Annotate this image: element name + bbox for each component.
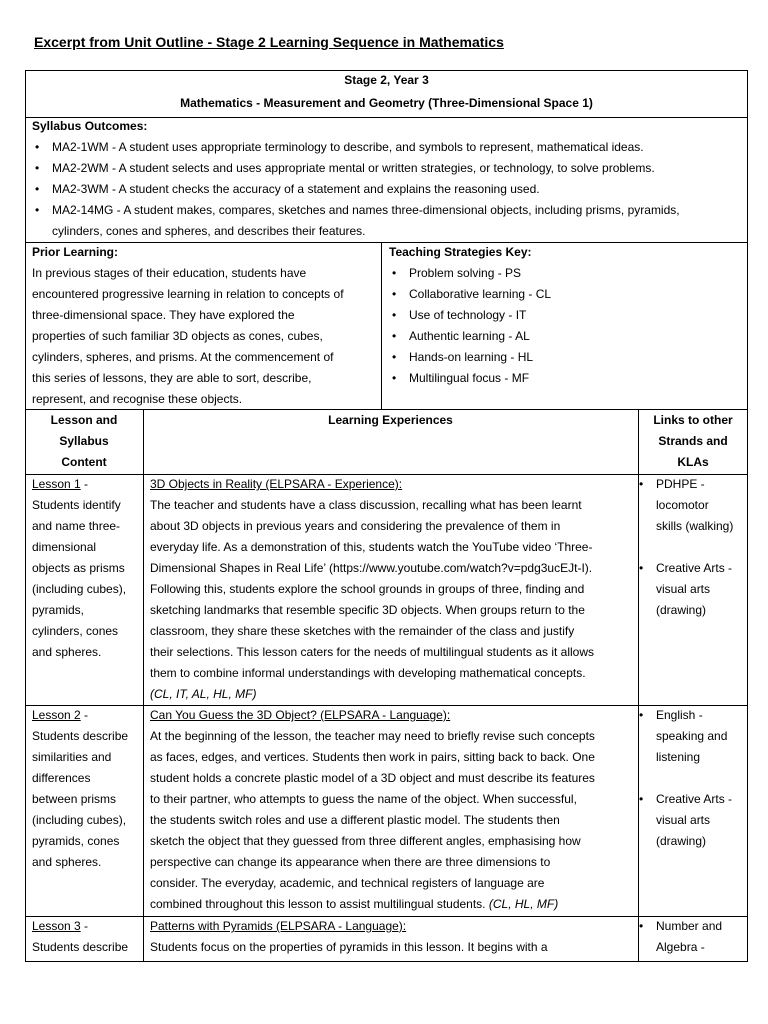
column-header-lesson: Content (61, 455, 107, 469)
link-item-line: (drawing) (656, 603, 707, 617)
lesson-label-text: Lesson 2 (32, 708, 81, 722)
strategies-heading: Teaching Strategies Key: (389, 245, 532, 259)
lesson-content-line: and name three- (32, 519, 121, 533)
link-item-line: Algebra - (656, 940, 705, 954)
lesson-content-line: pyramids, (32, 603, 85, 617)
lesson-content-line: objects as prisms (32, 561, 125, 575)
lesson-content-line: between prisms (32, 792, 117, 806)
experience-line: Following this, students explore the school grounds in groups of three, finding and (150, 582, 585, 596)
lesson-label-suffix: - (80, 708, 89, 722)
prior-learning-heading: Prior Learning: (32, 245, 119, 259)
strategy-item: • Use of technology - IT (409, 305, 526, 326)
link-item: • PDHPE - (656, 474, 705, 495)
column-header-links: Links to other (653, 413, 733, 427)
experience-line: At the beginning of the lesson, the teacher may need to briefly revise such concepts (150, 729, 595, 743)
experience-line: as faces, edges, and vertices. Students then work in pairs, sitting back to back. One (150, 750, 595, 764)
experience-line: to their partner, who attempts to guess the name of the object. When successful, (150, 792, 577, 806)
prior-learning-line: three-dimensional space. They have explored the (32, 308, 295, 322)
column-header-links: KLAs (677, 455, 709, 469)
lesson-label (32, 916, 88, 937)
divider (143, 409, 144, 962)
lesson-content-line: similarities and (32, 750, 112, 764)
divider (381, 242, 382, 409)
link-item-line: visual arts (656, 582, 711, 596)
outcome-item: • MA2-1WM - A student uses appropriate terminology to describe, and symbols to represent, mathematical ideas. (52, 137, 644, 158)
lesson-content-line: Students describe (32, 729, 129, 743)
experience-line: sketch the object that they guessed from three different angles, emphasising how (150, 834, 581, 848)
page-title: Excerpt from Unit Outline - Stage 2 Learning Sequence in Mathematics (34, 34, 504, 50)
lesson-content-line: and spheres. (32, 645, 102, 659)
link-item-line: (drawing) (656, 834, 707, 848)
lesson-content-line: differences (32, 771, 91, 785)
experience-line: student holds a concrete plastic model of a 3D object and must describe its features (150, 771, 595, 785)
experience-line: their selections. This lesson caters for the needs of multilingual students as it allows (150, 645, 594, 659)
experience-line: about 3D objects in previous years and considering the prevalence of them in (150, 519, 561, 533)
experience-heading: 3D Objects in Reality (ELPSARA - Experience): (150, 477, 403, 491)
link-item-line: locomotor (656, 498, 709, 512)
experience-line: Students focus on the properties of pyramids in this lesson. It begins with a (150, 940, 548, 954)
lesson-label-suffix: - (80, 477, 89, 491)
subject-heading: Mathematics - Measurement and Geometry (Three-Dimensional Space 1) (180, 96, 593, 110)
link-item: • Creative Arts - (656, 558, 732, 579)
experience-line: Dimensional Shapes in Real Life’ (https://www.youtube.com/watch?v=pdg3ucEJt-I). (150, 561, 593, 575)
lesson-content-line: dimensional (32, 540, 97, 554)
strategy-codes: (CL, HL, MF) (488, 897, 559, 911)
lesson-label-suffix: - (80, 919, 89, 933)
experience-line: everyday life. As a demonstration of this, students watch the YouTube video ‘Three- (150, 540, 593, 554)
experience-heading: Can You Guess the 3D Object? (ELPSARA - Language): (150, 708, 451, 722)
outcome-item-continued: cylinders, cones and spheres, and describes their features. (52, 224, 366, 238)
lesson-label-text: Lesson 3 (32, 919, 81, 933)
lesson-content-line: and spheres. (32, 855, 102, 869)
link-item: • Number and (656, 916, 722, 937)
experience-line (150, 894, 558, 915)
column-header-links: Strands and (658, 434, 728, 448)
experience-heading: Patterns with Pyramids (ELPSARA - Language): (150, 919, 407, 933)
link-item: • English - (656, 705, 703, 726)
stage-heading: Stage 2, Year 3 (344, 73, 429, 87)
outcomes-heading: Syllabus Outcomes: (32, 119, 148, 133)
link-item-line: skills (walking) (656, 519, 734, 533)
outcome-item: • MA2-14MG - A student makes, compares, sketches and names three-dimensional objects, including prisms, pyramids, (52, 200, 680, 221)
column-header-experiences: Learning Experiences (328, 413, 453, 427)
experience-line: consider. The everyday, academic, and technical registers of language are (150, 876, 545, 890)
link-item-line: listening (656, 750, 701, 764)
lesson-content-line: cylinders, cones (32, 624, 119, 638)
outcome-item: • MA2-2WM - A student selects and uses appropriate mental or written strategies, or technology, to solve problems. (52, 158, 655, 179)
experience-line: classroom, they share these sketches with the remainder of the class and justify (150, 624, 575, 638)
lesson-label (32, 474, 88, 495)
lesson-content-line: (including cubes), (32, 813, 127, 827)
strategy-item: • Hands-on learning - HL (409, 347, 533, 368)
experience-line: perspective can change its appearance when there are three dimensions to (150, 855, 551, 869)
experience-line: the students switch roles and use a different plastic model. The students then (150, 813, 560, 827)
link-item: • Creative Arts - (656, 789, 732, 810)
divider (25, 242, 748, 243)
lesson-content-line: Students identify (32, 498, 121, 512)
strategy-item: • Multilingual focus - MF (409, 368, 529, 389)
link-item-line: visual arts (656, 813, 711, 827)
lesson-label-text: Lesson 1 (32, 477, 81, 491)
strategy-item: • Authentic learning - AL (409, 326, 530, 347)
column-header-lesson: Syllabus (59, 434, 109, 448)
lesson-content-line: (including cubes), (32, 582, 127, 596)
column-header-lesson: Lesson and (50, 413, 118, 427)
experience-line: them to combine informal understandings with developing mathematical concepts. (150, 666, 586, 680)
prior-learning-line: cylinders, spheres, and prisms. At the commencement of (32, 350, 334, 364)
prior-learning-line: In previous stages of their education, students have (32, 266, 307, 280)
prior-learning-line: represent, and recognise these objects. (32, 392, 243, 406)
experience-line-text: combined throughout this lesson to assist multilingual students. (150, 897, 489, 911)
lesson-content-line: pyramids, cones (32, 834, 120, 848)
prior-learning-line: encountered progressive learning in relation to concepts of (32, 287, 344, 301)
strategy-codes: (CL, IT, AL, HL, MF) (150, 687, 257, 701)
link-item-line: speaking and (656, 729, 728, 743)
experience-line: The teacher and students have a class discussion, recalling what has been learnt (150, 498, 582, 512)
prior-learning-line: this series of lessons, they are able to sort, describe, (32, 371, 312, 385)
strategy-item: • Collaborative learning - CL (409, 284, 551, 305)
strategy-item: • Problem solving - PS (409, 263, 521, 284)
experience-line: sketching landmarks that resemble specific 3D objects. When groups return to the (150, 603, 585, 617)
lesson-content-line: Students describe (32, 940, 129, 954)
lesson-label (32, 705, 88, 726)
outcome-item: • MA2-3WM - A student checks the accuracy of a statement and explains the reasoning used. (52, 179, 540, 200)
prior-learning-line: properties of such familiar 3D objects as cones, cubes, (32, 329, 323, 343)
